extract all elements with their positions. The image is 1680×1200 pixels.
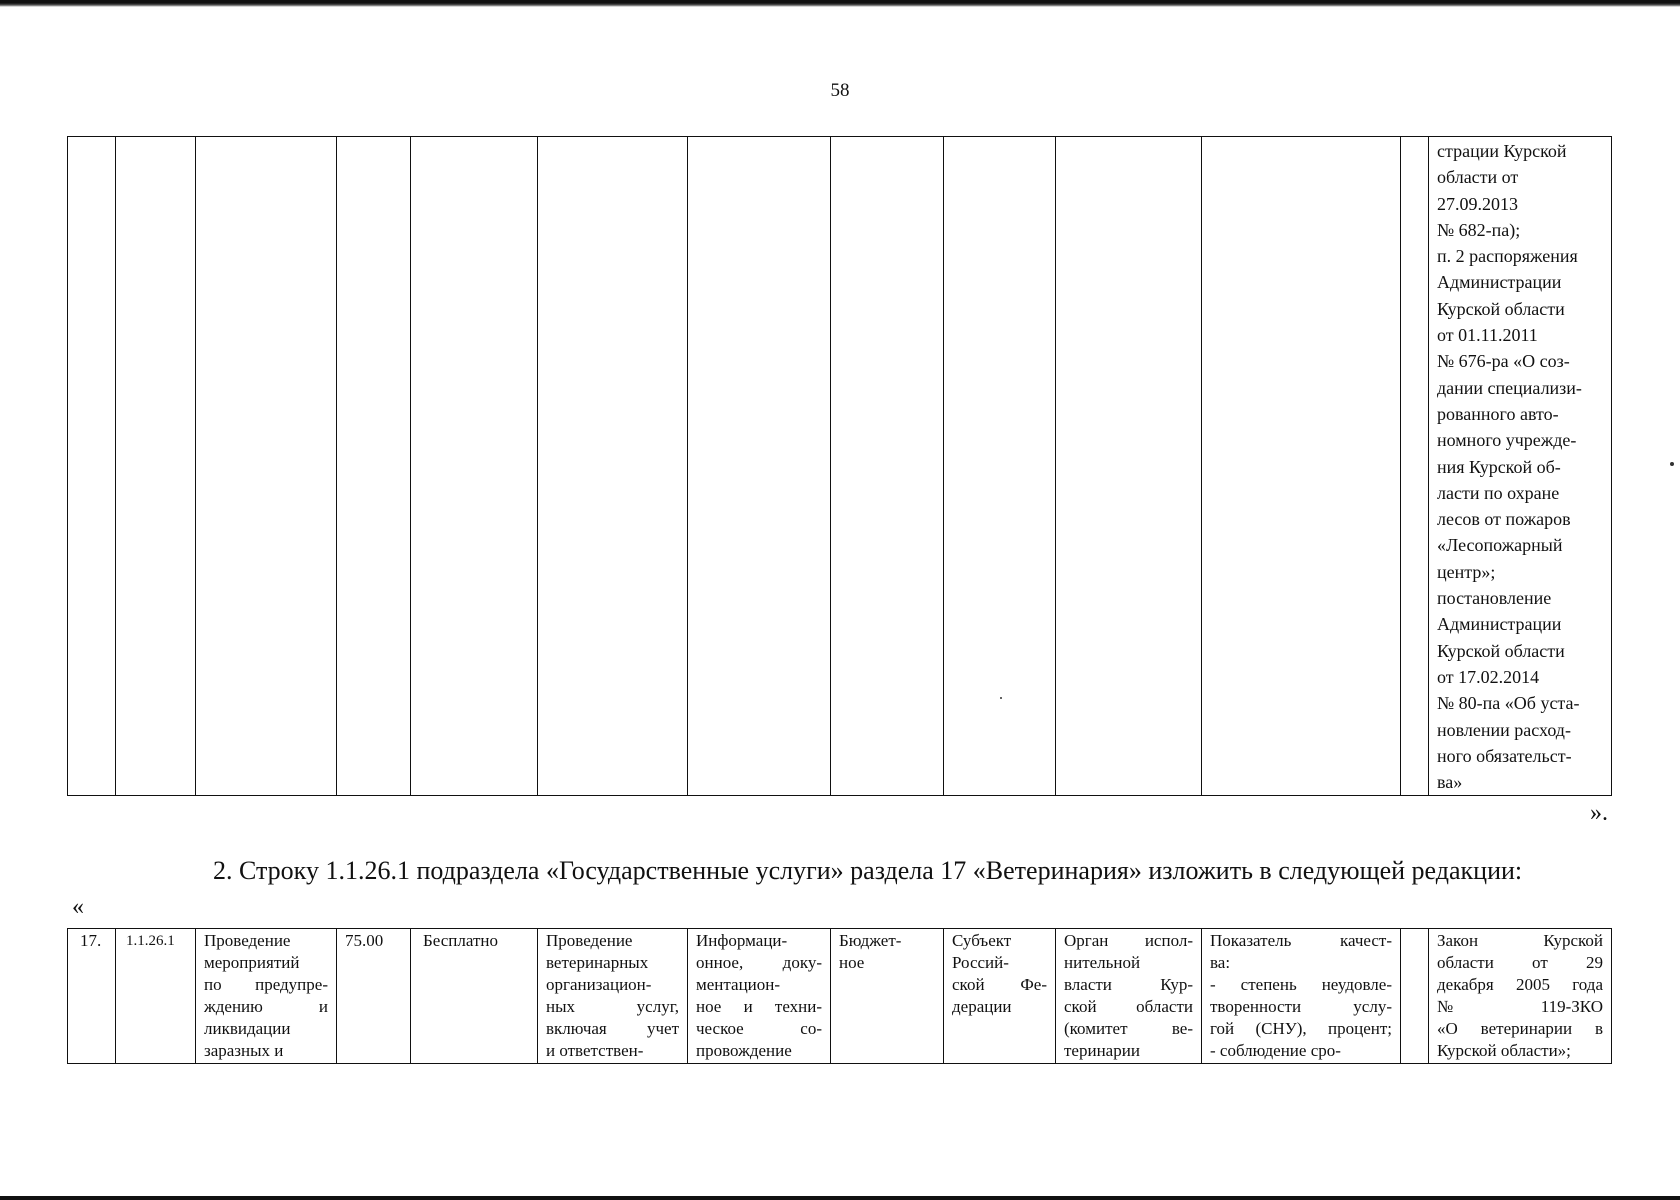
scan-speck	[1000, 697, 1002, 699]
text-line: Показатель качест-	[1210, 931, 1392, 950]
continuation-row	[68, 137, 1612, 796]
text-line: ской области	[1064, 997, 1193, 1016]
text-line: онное, доку-	[696, 953, 822, 972]
empty-cell	[1401, 929, 1429, 1064]
empty-cell	[831, 137, 944, 796]
closing-quote: ».	[1590, 800, 1608, 826]
text-line: ных услуг,	[546, 997, 679, 1016]
service-code: 1.1.26.1	[126, 933, 175, 949]
text-line: Закон Курской	[1437, 931, 1603, 950]
text-line: (комитет ве-	[1064, 1019, 1193, 1038]
service-cost: 75.00	[345, 931, 384, 950]
empty-cell	[1202, 137, 1401, 796]
responsible-authority-cell	[1056, 929, 1202, 1064]
page-number: 58	[830, 80, 850, 101]
text-line: включая учет	[546, 1019, 679, 1038]
text-line: гой (СНУ), процент;	[1210, 1019, 1392, 1038]
text-line: нительной	[1064, 953, 1141, 972]
text-line: дании специализи-	[1437, 377, 1582, 398]
amendment-instruction: 2. Строку 1.1.26.1 подраздела «Государственные услуги» раздела 17 «Ветеринария» изложить в следующей редакции:	[213, 856, 1523, 885]
text-line: ва»	[1437, 772, 1463, 793]
legal-basis-continuation-cell	[1429, 137, 1612, 796]
text-line: Проведение	[546, 931, 633, 950]
text-line: ласти по охране	[1437, 482, 1560, 503]
service-content	[538, 929, 687, 1062]
table-row	[68, 929, 1612, 1064]
text-line: области от	[1437, 167, 1519, 188]
text-line: по предупре-	[204, 975, 328, 994]
empty-cell	[411, 137, 538, 796]
empty-cell	[688, 137, 831, 796]
text-line: № 676-ра «О соз-	[1437, 351, 1570, 372]
text-line: и ответствен-	[546, 1041, 644, 1060]
text-line: «О ветеринарии в	[1437, 1019, 1603, 1038]
text-line: - степень неудовле-	[1210, 975, 1392, 994]
responsible-authority	[1056, 929, 1201, 1062]
text-line: творенности услу-	[1210, 997, 1392, 1016]
text-line: области от 29	[1437, 953, 1603, 972]
text-line: Курской области	[1437, 298, 1565, 319]
scan-speck	[1670, 462, 1674, 466]
text-line: № 682-па);	[1437, 219, 1521, 240]
text-line: от 01.11.2011	[1437, 325, 1538, 346]
text-line: лесов от пожаров	[1437, 509, 1571, 530]
empty-cell	[1401, 137, 1429, 796]
text-line: ва:	[1210, 953, 1231, 972]
text-line: - соблюдение сро-	[1210, 1041, 1341, 1060]
text-line: заразных и	[204, 1041, 284, 1060]
text-line: новлении расход-	[1437, 719, 1571, 740]
text-line: ного обязательст-	[1437, 745, 1572, 766]
service-name	[196, 929, 336, 1062]
text-line: провождение	[696, 1041, 792, 1060]
empty-cell	[337, 137, 411, 796]
text-line: п. 2 распоряжения	[1437, 246, 1578, 267]
continuation-table	[67, 136, 1612, 796]
text-line: Информаци-	[696, 931, 788, 950]
text-line: ния Курской об-	[1437, 456, 1561, 477]
financing-source	[831, 929, 943, 974]
text-line: декабря 2005 года	[1437, 975, 1603, 994]
empty-cell	[538, 137, 688, 796]
financing-cell	[831, 929, 944, 1064]
opening-quote: «	[72, 894, 84, 920]
empty-cell	[68, 137, 116, 796]
text-line: номного учрежде-	[1437, 430, 1577, 451]
service-type-cell	[688, 929, 831, 1064]
text-line: власти Кур-	[1064, 975, 1193, 994]
authority-level-cell	[944, 929, 1056, 1064]
quality-indicators	[1202, 929, 1400, 1062]
text-line: постановление	[1437, 588, 1552, 609]
text-line: № 80-па «Об уста-	[1437, 693, 1580, 714]
text-line: Проведение	[204, 931, 291, 950]
text-line: Курской области	[1437, 640, 1565, 661]
text-line: организацион-	[546, 975, 652, 994]
text-line: рованного авто-	[1437, 403, 1559, 424]
service-type	[688, 929, 830, 1062]
text-line: Бюджет-	[839, 931, 902, 950]
legal-basis-cell	[1429, 929, 1612, 1064]
row-number-cell	[68, 929, 116, 1064]
legal-basis	[1429, 929, 1611, 1062]
payment-cell	[411, 929, 538, 1064]
text-line: ветеринарных	[546, 953, 649, 972]
text-line: № 119-ЗКО	[1437, 997, 1603, 1016]
text-line: дерации	[952, 997, 1012, 1016]
legal-basis-continuation	[1429, 137, 1611, 795]
empty-cell	[1056, 137, 1202, 796]
authority-level	[944, 929, 1055, 1018]
text-line: Россий-	[952, 953, 1009, 972]
scan-edge-bottom	[0, 1196, 1680, 1200]
service-content-cell	[538, 929, 688, 1064]
text-line: Администрации	[1437, 272, 1562, 293]
text-line: мероприятий	[204, 953, 300, 972]
payment-terms: Бесплатно	[423, 931, 498, 950]
text-line: ждению и	[204, 997, 328, 1016]
scan-edge-top	[0, 0, 1680, 7]
text-line: 27.09.2013	[1437, 193, 1518, 214]
text-line: теринарии	[1064, 1041, 1140, 1060]
text-line: Курской области»;	[1437, 1041, 1571, 1060]
text-line: ное	[839, 953, 865, 972]
text-line: «Лесопожарный	[1437, 535, 1563, 556]
service-table	[67, 928, 1612, 1064]
text-line: ментацион-	[696, 975, 781, 994]
empty-cell	[196, 137, 337, 796]
text-line: Субъект	[952, 931, 1012, 950]
service-cost-cell	[337, 929, 411, 1064]
service-name-cell	[196, 929, 337, 1064]
text-line: ческое со-	[696, 1019, 822, 1038]
text-line: Орган испол-	[1064, 931, 1193, 950]
text-line: центр»;	[1437, 561, 1496, 582]
text-line: ской Фе-	[952, 975, 1047, 994]
empty-cell	[116, 137, 196, 796]
text-line: ликвидации	[204, 1019, 291, 1038]
text-line: ное и техни-	[696, 997, 822, 1016]
quality-indicators-cell	[1202, 929, 1401, 1064]
row-number: 17.	[80, 931, 102, 950]
text-line: от 17.02.2014	[1437, 666, 1540, 687]
text-line: Администрации	[1437, 614, 1562, 635]
service-code-cell	[116, 929, 196, 1064]
text-line: страции Курской	[1437, 141, 1567, 161]
